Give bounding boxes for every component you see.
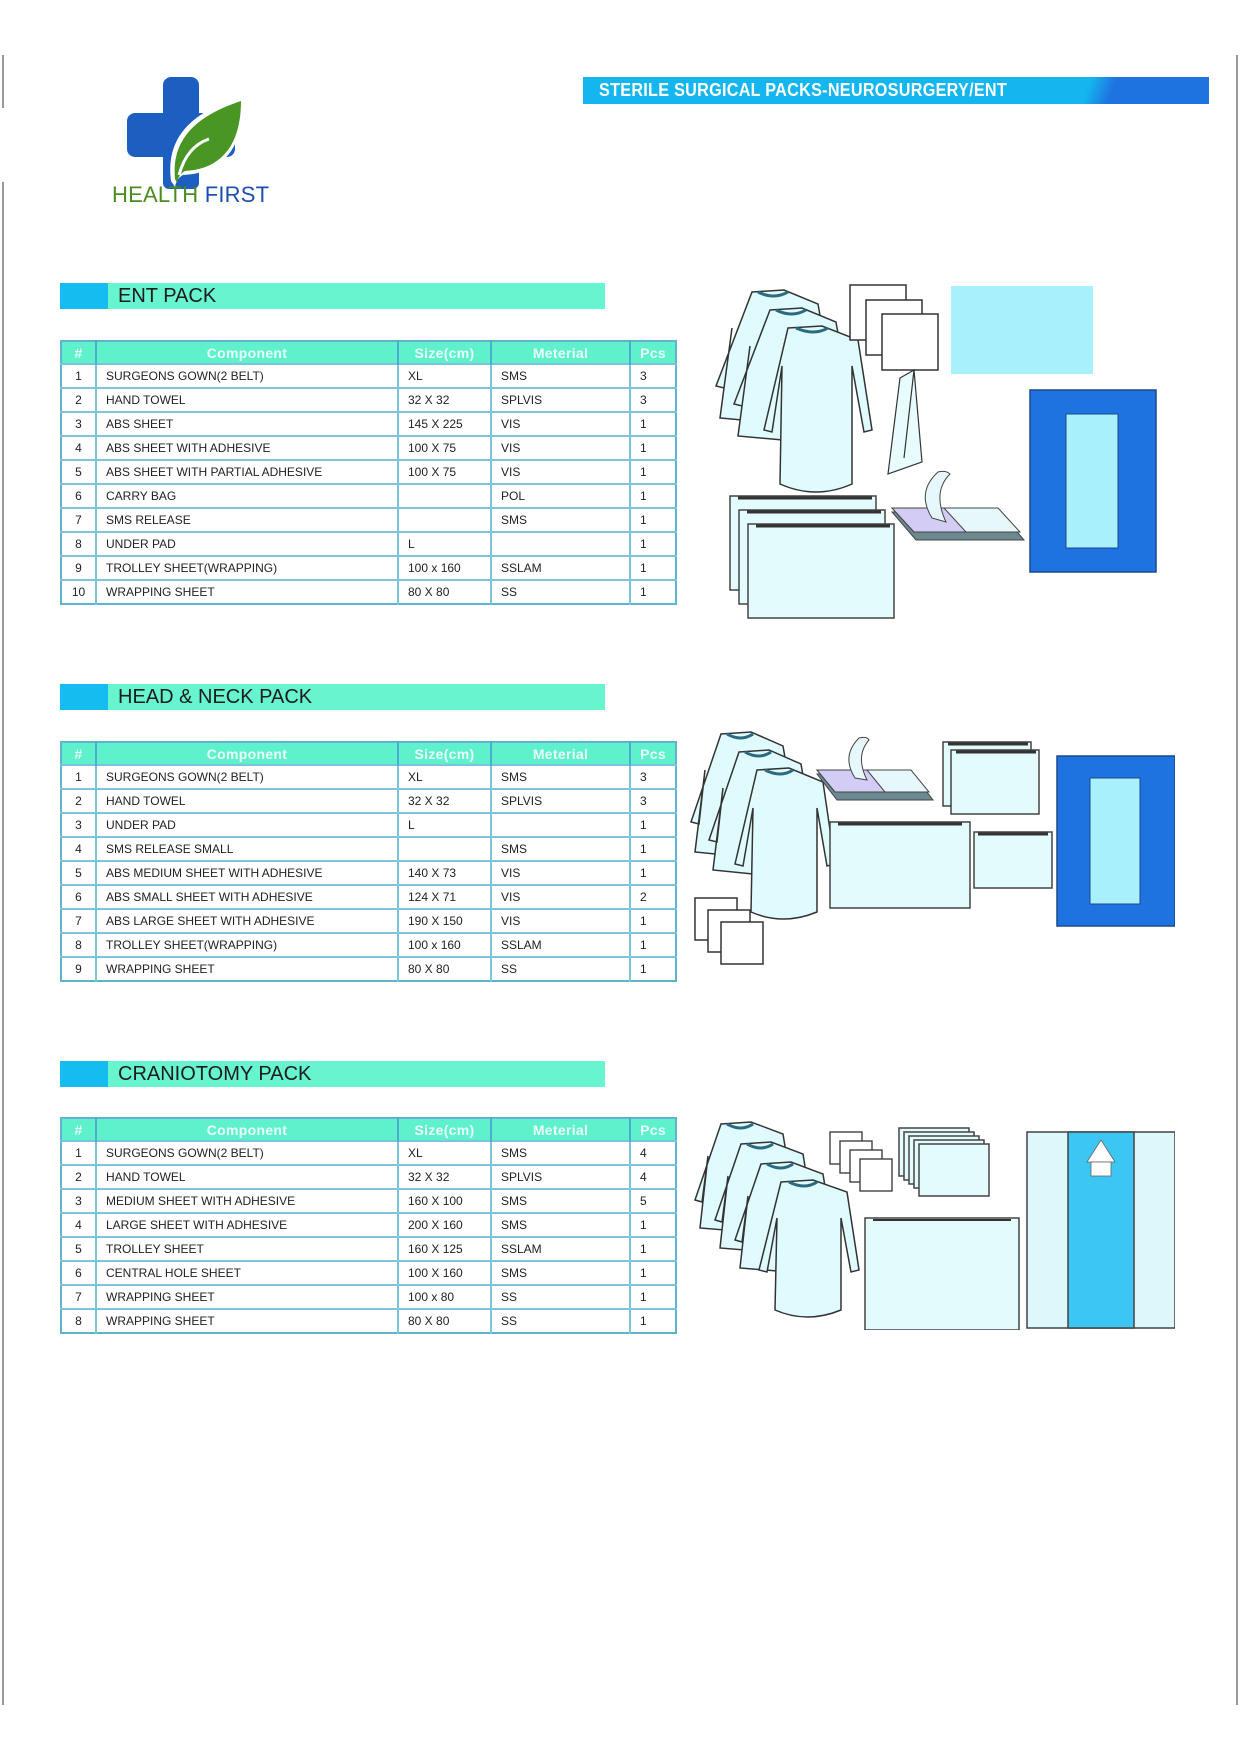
size-value: 160 X 100 — [398, 1189, 491, 1213]
gowns-icon — [716, 290, 872, 492]
row-number: 9 — [61, 556, 96, 580]
pcs-value: 3 — [630, 388, 676, 412]
row-number: 3 — [61, 813, 96, 837]
material-value: SPLVIS — [491, 1165, 630, 1189]
abs-sheet-icon — [951, 286, 1093, 374]
size-value: 32 X 32 — [398, 789, 491, 813]
material-value — [491, 813, 630, 837]
material-value: SMS — [491, 1189, 630, 1213]
table-header-row — [61, 1118, 676, 1141]
pcs-value: 1 — [630, 580, 676, 604]
size-value: XL — [398, 364, 491, 388]
material-value: SS — [491, 1309, 630, 1333]
table-row — [61, 909, 676, 933]
section-title-text: HEAD & NECK PACK — [118, 686, 313, 708]
pcs-value: 1 — [630, 508, 676, 532]
size-value: L — [398, 532, 491, 556]
row-number: 6 — [61, 484, 96, 508]
component-name: CENTRAL HOLE SHEET — [96, 1261, 398, 1285]
table-row — [61, 484, 676, 508]
col-header-pcs: Pcs — [630, 341, 676, 364]
col-header-size: Size(cm) — [398, 1118, 491, 1141]
size-value: 190 X 150 — [398, 909, 491, 933]
table-row — [61, 1165, 676, 1189]
table-row — [61, 789, 676, 813]
size-value: 80 X 80 — [398, 1309, 491, 1333]
pcs-value: 3 — [630, 789, 676, 813]
brand-name-part1: HEALTH — [112, 182, 199, 207]
pcs-value: 1 — [630, 460, 676, 484]
row-number: 8 — [61, 933, 96, 957]
pcs-value: 1 — [630, 412, 676, 436]
large-sheet-icon — [865, 1218, 1019, 1330]
size-value: 200 X 160 — [398, 1213, 491, 1237]
size-value: 80 X 80 — [398, 580, 491, 604]
component-name: TROLLEY SHEET(WRAPPING) — [96, 933, 398, 957]
table-row — [61, 1309, 676, 1333]
ent-pack-illustration — [700, 280, 1160, 620]
pcs-value: 1 — [630, 532, 676, 556]
component-name: ABS LARGE SHEET WITH ADHESIVE — [96, 909, 398, 933]
table-row — [61, 1189, 676, 1213]
gowns-icon — [691, 732, 835, 919]
pcs-value: 1 — [630, 957, 676, 981]
table-row — [61, 388, 676, 412]
table-row — [61, 556, 676, 580]
material-value: SSLAM — [491, 933, 630, 957]
pcs-value: 3 — [630, 765, 676, 789]
component-name: SURGEONS GOWN(2 BELT) — [96, 364, 398, 388]
central-hole-drape-icon — [1057, 756, 1175, 926]
size-value: 80 X 80 — [398, 957, 491, 981]
section-chip — [60, 684, 108, 710]
row-number: 7 — [61, 1285, 96, 1309]
table-row — [61, 813, 676, 837]
page-edge-left — [2, 55, 4, 1705]
material-value: SS — [491, 957, 630, 981]
row-number: 3 — [61, 412, 96, 436]
pcs-value: 5 — [630, 1189, 676, 1213]
head-neck-pack-table — [60, 741, 677, 982]
ent-pack-table — [60, 340, 677, 605]
table-row — [61, 580, 676, 604]
material-value: SPLVIS — [491, 388, 630, 412]
row-number: 8 — [61, 1309, 96, 1333]
pcs-value: 1 — [630, 556, 676, 580]
pcs-value: 1 — [630, 1285, 676, 1309]
component-name: TROLLEY SHEET — [96, 1237, 398, 1261]
component-name: SMS RELEASE — [96, 508, 398, 532]
material-value: VIS — [491, 460, 630, 484]
row-number: 7 — [61, 909, 96, 933]
material-value: SMS — [491, 508, 630, 532]
material-value: VIS — [491, 885, 630, 909]
row-number: 1 — [61, 1141, 96, 1165]
pcs-value: 3 — [630, 364, 676, 388]
material-value: SMS — [491, 765, 630, 789]
col-header-size: Size(cm) — [398, 341, 491, 364]
component-name: WRAPPING SHEET — [96, 1285, 398, 1309]
table-row — [61, 885, 676, 909]
col-header-number: # — [61, 742, 96, 765]
row-number: 5 — [61, 1237, 96, 1261]
component-name: TROLLEY SHEET(WRAPPING) — [96, 556, 398, 580]
material-value: SMS — [491, 1261, 630, 1285]
col-header-material: Meterial — [491, 742, 630, 765]
size-value — [398, 837, 491, 861]
table-row — [61, 957, 676, 981]
material-value: SS — [491, 1285, 630, 1309]
material-value: SMS — [491, 837, 630, 861]
material-value: SMS — [491, 1213, 630, 1237]
central-hole-drape-icon — [1030, 390, 1156, 572]
row-number: 4 — [61, 1213, 96, 1237]
size-value: XL — [398, 765, 491, 789]
size-value: 140 X 73 — [398, 861, 491, 885]
craniotomy-pack-table — [60, 1117, 677, 1334]
size-value: 145 X 225 — [398, 412, 491, 436]
material-value: SS — [491, 580, 630, 604]
carry-bag-icon — [888, 370, 922, 474]
pcs-value: 1 — [630, 909, 676, 933]
pcs-value: 4 — [630, 1165, 676, 1189]
component-name: HAND TOWEL — [96, 388, 398, 412]
size-value: XL — [398, 1141, 491, 1165]
component-name: ABS SHEET WITH ADHESIVE — [96, 436, 398, 460]
header-banner — [583, 77, 1209, 104]
pcs-value: 1 — [630, 837, 676, 861]
section-title-ent-pack — [60, 283, 605, 309]
page-edge-gap — [0, 108, 6, 182]
size-value: L — [398, 813, 491, 837]
table-header-row — [61, 341, 676, 364]
component-name: WRAPPING SHEET — [96, 1309, 398, 1333]
material-value: VIS — [491, 412, 630, 436]
component-name: LARGE SHEET WITH ADHESIVE — [96, 1213, 398, 1237]
abs-sheets-icon — [830, 742, 1052, 908]
row-number: 1 — [61, 765, 96, 789]
row-number: 6 — [61, 885, 96, 909]
size-value: 100 X 75 — [398, 460, 491, 484]
row-number: 2 — [61, 1165, 96, 1189]
section-title-text: ENT PACK — [118, 285, 217, 307]
brand-name — [112, 182, 269, 208]
row-number: 2 — [61, 388, 96, 412]
size-value: 100 X 160 — [398, 1261, 491, 1285]
material-value: SPLVIS — [491, 789, 630, 813]
row-number: 8 — [61, 532, 96, 556]
col-header-material: Meterial — [491, 1118, 630, 1141]
col-header-component: Component — [96, 341, 398, 364]
table-row — [61, 460, 676, 484]
material-value: VIS — [491, 909, 630, 933]
table-row — [61, 508, 676, 532]
table-row — [61, 364, 676, 388]
table-row — [61, 861, 676, 885]
size-value: 100 x 160 — [398, 933, 491, 957]
material-value: VIS — [491, 436, 630, 460]
component-name: WRAPPING SHEET — [96, 580, 398, 604]
brand-name-part2: FIRST — [204, 182, 270, 207]
size-value: 100 x 160 — [398, 556, 491, 580]
material-value: POL — [491, 484, 630, 508]
abs-sheets-stack-icon — [730, 496, 894, 618]
col-header-material: Meterial — [491, 341, 630, 364]
component-name: MEDIUM SHEET WITH ADHESIVE — [96, 1189, 398, 1213]
pcs-value: 1 — [630, 1237, 676, 1261]
central-hole-sheet-icon — [1027, 1132, 1175, 1328]
material-value: SSLAM — [491, 1237, 630, 1261]
section-title-text: CRANIOTOMY PACK — [118, 1063, 312, 1085]
col-header-number: # — [61, 341, 96, 364]
material-value: SMS — [491, 364, 630, 388]
pcs-value: 1 — [630, 1261, 676, 1285]
material-value: SSLAM — [491, 556, 630, 580]
row-number: 1 — [61, 364, 96, 388]
hand-towels-icon — [830, 1132, 892, 1191]
table-header-row — [61, 742, 676, 765]
component-name: ABS MEDIUM SHEET WITH ADHESIVE — [96, 861, 398, 885]
section-title-head-neck-pack — [60, 684, 605, 710]
pcs-value: 1 — [630, 1309, 676, 1333]
size-value: 124 X 71 — [398, 885, 491, 909]
row-number: 6 — [61, 1261, 96, 1285]
table-row — [61, 837, 676, 861]
table-row — [61, 1141, 676, 1165]
pcs-value: 1 — [630, 933, 676, 957]
table-row — [61, 933, 676, 957]
pcs-value: 1 — [630, 813, 676, 837]
row-number: 7 — [61, 508, 96, 532]
row-number: 5 — [61, 460, 96, 484]
component-name: ABS SHEET — [96, 412, 398, 436]
table-row — [61, 1213, 676, 1237]
component-name: SURGEONS GOWN(2 BELT) — [96, 765, 398, 789]
table-row — [61, 532, 676, 556]
hand-towels-icon — [850, 285, 938, 370]
pcs-value: 2 — [630, 885, 676, 909]
col-header-component: Component — [96, 1118, 398, 1141]
section-chip — [60, 1061, 108, 1087]
size-value: 32 X 32 — [398, 1165, 491, 1189]
component-name: ABS SMALL SHEET WITH ADHESIVE — [96, 885, 398, 909]
pcs-value: 4 — [630, 1141, 676, 1165]
table-row — [61, 765, 676, 789]
material-value — [491, 532, 630, 556]
adhesive-sheet-icon — [892, 471, 1024, 540]
component-name: UNDER PAD — [96, 813, 398, 837]
pcs-value: 1 — [630, 484, 676, 508]
table-row — [61, 1285, 676, 1309]
pcs-value: 1 — [630, 861, 676, 885]
pcs-value: 1 — [630, 436, 676, 460]
col-header-component: Component — [96, 742, 398, 765]
material-value: VIS — [491, 861, 630, 885]
row-number: 5 — [61, 861, 96, 885]
row-number: 2 — [61, 789, 96, 813]
size-value: 160 X 125 — [398, 1237, 491, 1261]
size-value: 32 X 32 — [398, 388, 491, 412]
size-value — [398, 508, 491, 532]
craniotomy-pack-illustration — [685, 1110, 1175, 1330]
row-number: 9 — [61, 957, 96, 981]
table-row — [61, 436, 676, 460]
row-number: 4 — [61, 436, 96, 460]
component-name: SURGEONS GOWN(2 BELT) — [96, 1141, 398, 1165]
component-name: ABS SHEET WITH PARTIAL ADHESIVE — [96, 460, 398, 484]
size-value: 100 x 80 — [398, 1285, 491, 1309]
section-title-craniotomy-pack — [60, 1061, 605, 1087]
component-name: WRAPPING SHEET — [96, 957, 398, 981]
component-name: HAND TOWEL — [96, 789, 398, 813]
component-name: CARRY BAG — [96, 484, 398, 508]
component-name: UNDER PAD — [96, 532, 398, 556]
table-row — [61, 1237, 676, 1261]
head-neck-pack-illustration — [685, 728, 1175, 968]
row-number: 10 — [61, 580, 96, 604]
page-title: STERILE SURGICAL PACKS-NEUROSURGERY/ENT — [599, 80, 1008, 100]
col-header-pcs: Pcs — [630, 1118, 676, 1141]
size-value — [398, 484, 491, 508]
page-edge-right — [1236, 55, 1238, 1705]
row-number: 4 — [61, 837, 96, 861]
col-header-size: Size(cm) — [398, 742, 491, 765]
section-chip — [60, 283, 108, 309]
table-row — [61, 412, 676, 436]
medium-sheets-stack-icon — [899, 1128, 989, 1196]
component-name: HAND TOWEL — [96, 1165, 398, 1189]
component-name: SMS RELEASE SMALL — [96, 837, 398, 861]
table-row — [61, 1261, 676, 1285]
adhesive-sheet-icon — [817, 737, 933, 800]
size-value: 100 X 75 — [398, 436, 491, 460]
material-value: SMS — [491, 1141, 630, 1165]
row-number: 3 — [61, 1189, 96, 1213]
col-header-number: # — [61, 1118, 96, 1141]
pcs-value: 1 — [630, 1213, 676, 1237]
col-header-pcs: Pcs — [630, 742, 676, 765]
